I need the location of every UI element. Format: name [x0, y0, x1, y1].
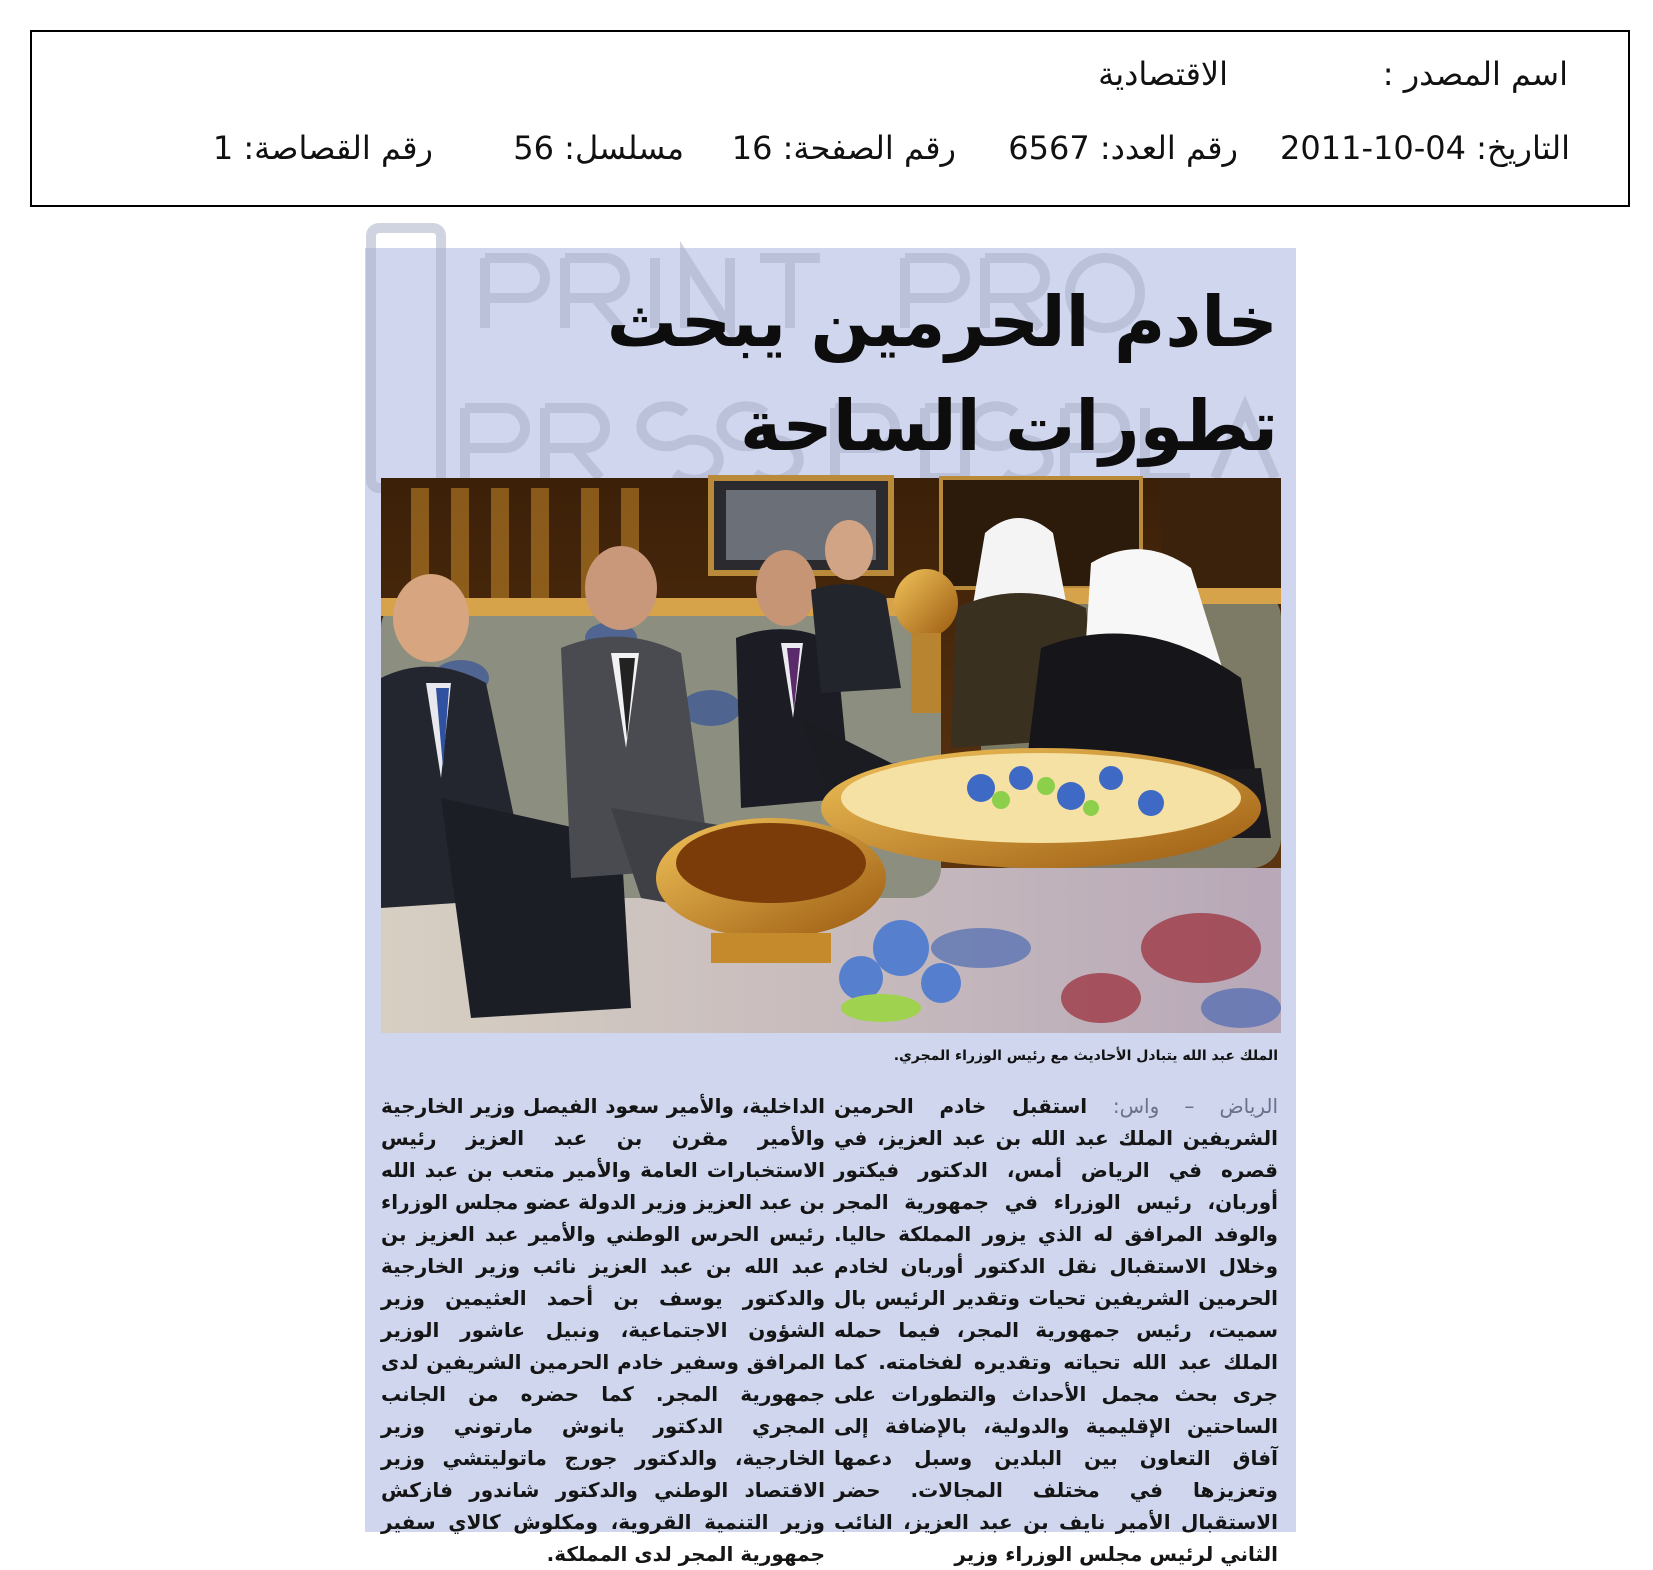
article-column-1: [834, 1090, 1278, 1570]
page-number-field: رقم الصفحة: 16: [731, 129, 956, 167]
article-column-1-text: استقبل خادم الحرمين الشريفين الملك عبد الله بن عبد العزيز، في قصره في الرياض أمس، الدكتور فيكتور أوربان، رئيس الوزراء في جمهورية المجر والوفد المرافق له الذي يزور المملكة حاليا. وخلال الاستقبال نقل الدكتور أوربان لخادم الحرمين الشريفين تحيات وتقدير الرئيس بال سميت، رئيس جمهورية المجر، فيما حمله الملك عبد الله تحياته وتقديره لفخامته. كما جرى بحث مجمل الأحداث والتطورات على الساحتين الإقليمية والدولية، بالإضافة إلى آفاق التعاون بين البلدين وسبل دعمها وتعزيزها في مختلف المجالات. حضر الاستقبال الأمير نايف بن عبد العزيز، النائب الثاني لرئيس مجلس الوزراء وزير: [834, 1094, 1278, 1566]
source-value: الاقتصادية: [1098, 55, 1228, 93]
date-field: التاريخ: 04-10-2011: [1280, 129, 1570, 167]
photo-caption: الملك عبد الله يتبادل الأحاديث مع رئيس الوزراء المجري.: [893, 1048, 1278, 1064]
article-photo: [381, 478, 1281, 1033]
source-label: اسم المصدر :: [1382, 55, 1568, 93]
clip-number-field: رقم القصاصة: 1: [212, 129, 433, 167]
issue-number-field: رقم العدد: 6567: [1008, 129, 1238, 167]
newspaper-clipping: [365, 248, 1296, 1566]
article-column-2: [381, 1090, 825, 1570]
article-column-2-text: الداخلية، والأمير سعود الفيصل وزير الخارجية والأمير مقرن بن عبد العزيز رئيس الاستخبارات العامة والأمير متعب بن عبد الله بن عبد العزيز وزير الدولة عضو مجلس الوزراء رئيس الحرس الوطني والأمير عبد العزيز بن عبد الله بن عبد العزيز نائب وزير الخارجية والدكتور يوسف بن أحمد العثيمين وزير الشؤون الاجتماعية، ونبيل عاشور الوزير المرافق وسفير خادم الحرمين الشريفين لدى جمهورية المجر. كما حضره من الجانب المجري الدكتور يانوش مارتوني وزير الخارجية، والدكتور جورج ماتوليتشي وزير الاقتصاد الوطني والدكتور شاندور فازكش وزير التنمية القروية، ومكلوش كالاي سفير جمهورية المجر لدى المملكة.: [381, 1094, 825, 1566]
clipping-metadata-box: [30, 30, 1630, 207]
headline-line-1: خادم الحرمين يبحث تطورات الساحة: [606, 281, 1278, 467]
article-dateline: الرياض – واس:: [1112, 1094, 1279, 1118]
serial-field: مسلسل: 56: [513, 129, 684, 167]
meeting-photo-illustration: [381, 478, 1281, 1033]
